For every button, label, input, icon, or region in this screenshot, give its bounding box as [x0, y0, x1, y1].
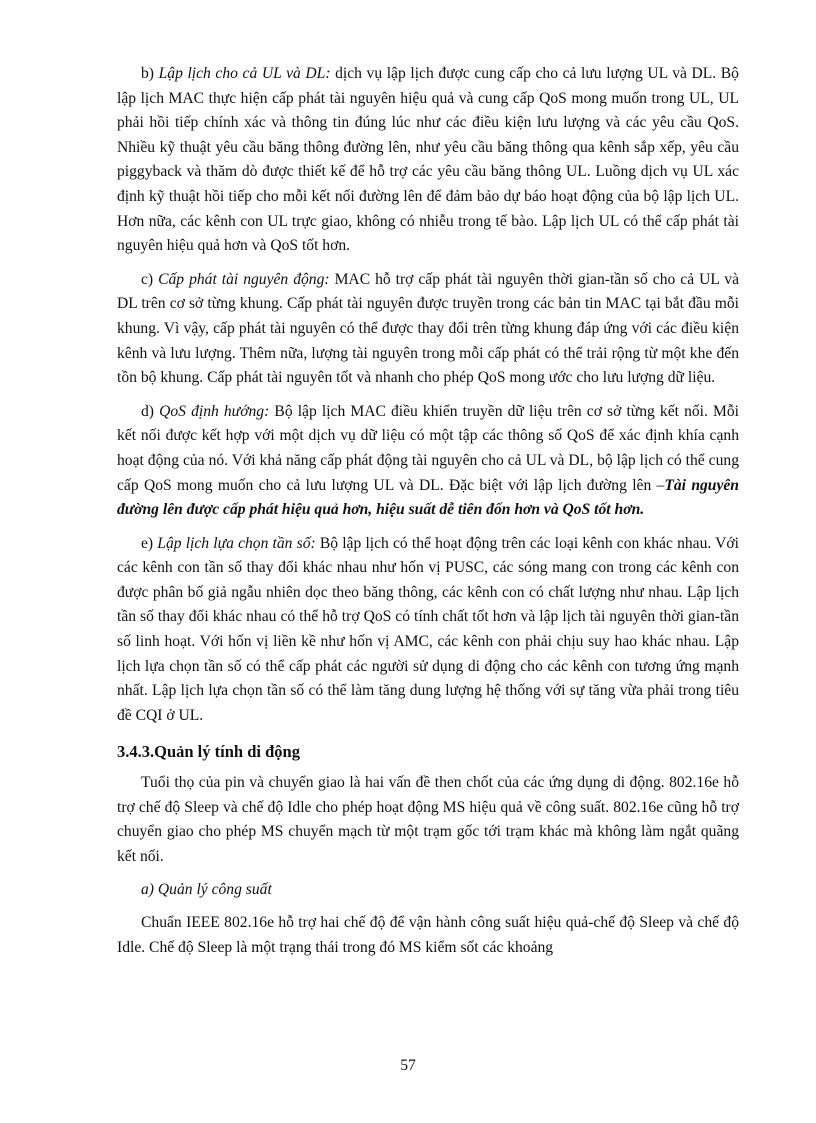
- item-e-marker: e): [141, 534, 154, 552]
- sub-heading: a) Quản lý công suất: [141, 881, 272, 899]
- document-page: [117, 62, 739, 969]
- sub-body: Chuẩn IEEE 802.16e hỗ trợ hai chế độ để vận hành công suất hiệu quả-chế độ Sleep và chế độ Idle. Chế độ Sleep là một trạng thái trong đó MS kiểm sốt các khoảng: [117, 914, 739, 956]
- item-b-marker: b): [141, 65, 154, 82]
- item-d-body: Bộ lập lịch MAC điều khiển truyền dữ liệu trên cơ sở từng kết nối. Mỗi kết nối được kết hợp với một dịch vụ dữ liệu có một tập các thông số QoS để xác định khía cạnh hoạt động của nó. Với khả năng cấp phát động tài nguyên cho cả UL và DL, bộ lập lịch có thể cung cấp QoS mong muốn cho cả lưu lượng UL và DL. Đặc biệt với lập lịch đường lên –: [117, 402, 740, 494]
- item-e-title: Lập lịch lựa chọn tần số:: [157, 534, 316, 552]
- item-c-title: Cấp phát tài nguyên động:: [158, 270, 330, 288]
- item-d-title: QoS định hướng:: [159, 402, 270, 420]
- item-d-end: .: [640, 501, 645, 519]
- item-e: [117, 532, 739, 729]
- item-d-marker: d): [141, 402, 154, 420]
- item-d: [117, 400, 739, 523]
- item-c-body: MAC hỗ trợ cấp phát tài nguyên thời gian-tần số cho cả UL và DL trên cơ sở từng khung. Cấp phát tài nguyên được truyền trong các bản tin MAC tại bắt đầu mỗi khung. Vì vậy, cấp phát tài nguyên có thể được thay đổi trên từng khung đáp ứng với các điều kiện kênh và lưu lượng. Thêm nữa, lượng tài nguyên trong mỗi cấp phát có thể trải rộng từ một khe đến tồn bộ khung. Cấp phát tài nguyên tốt và nhanh cho phép QoS mong ước cho lưu lượng dữ liệu.: [117, 270, 740, 387]
- page-number: 57: [400, 1057, 416, 1074]
- item-b-body: dịch vụ lập lịch được cung cấp cho cả lưu lượng UL và DL. Bộ lập lịch MAC thực hiện cấp phát tài nguyên hiệu quả và cung cấp QoS mong muốn trong UL, UL phải hồi tiếp chính xác và thông tin đúng lúc như các điều kiện lưu lượng và các yêu cầu QoS. Nhiều kỹ thuật yêu cầu băng thông đường lên, như yêu cầu băng thông qua kênh sắp xếp, yêu cầu piggyback và thăm dò được thiết kế để hỗ trợ các yêu cầu băng thông UL. Luồng dịch vụ UL xác định kỹ thuật hồi tiếp cho mỗi kết nối đường lên để đảm bảo dự báo hoạt động của bộ lập lịch UL. Hơn nữa, các kênh con UL trực giao, không có nhiễu trong tế bào. Lập lịch UL có thể cấp phát tài nguyên hiệu quả hơn và QoS tốt hơn.: [117, 65, 739, 255]
- section-intro: Tuổi thọ của pin và chuyển giao là hai vấn đề then chốt của các ứng dụng di động. 802.16e hỗ trợ chế độ Sleep và chế độ Idle cho phép hoạt động MS hiệu quả về công suất. 802.16e cũng hỗ trợ chuyển giao cho phép MS chuyển mạch từ một trạm gốc tới trạm khác mà không làm ngắt quãng kết nối.: [117, 774, 739, 865]
- item-c: [117, 268, 739, 391]
- section-heading: 3.4.3.Quản lý tính di động: [117, 742, 300, 762]
- item-b-title: Lập lịch cho cả UL và DL:: [158, 65, 331, 82]
- item-d-emphasis: Tài nguyên đường lên được cấp phát hiệu quả hơn, hiệu suất dễ tiên đốn hơn và QoS tốt hơn: [117, 476, 739, 519]
- item-b: [117, 62, 739, 259]
- item-e-body: Bộ lập lịch có thể hoạt động trên các loại kênh con khác nhau. Với các kênh con tần số thay đổi khác nhau như hốn vị PUSC, các sóng mang con trong các kênh con được phân bố giả ngẫu nhiên dọc theo băng thông, các kênh con có chất lượng như nhau. Lập lịch tần số thay đổi khác nhau có thể hỗ trợ QoS có tính chất tốt hơn và lập lịch tài nguyên thời gian-tần số linh hoạt. Với hốn vị liền kề như hốn vị AMC, các kênh con phải chịu suy hao khác nhau. Lập lịch lựa chọn tần số có thể cấp phát các người sử dụng di động cho các kênh con tương ứng mạnh nhất. Lập lịch lựa chọn tần số có thể làm tăng dung lượng hệ thống với sự tăng vừa phải trong tiêu đề CQI ở UL.: [117, 534, 739, 724]
- item-c-marker: c): [141, 270, 154, 288]
